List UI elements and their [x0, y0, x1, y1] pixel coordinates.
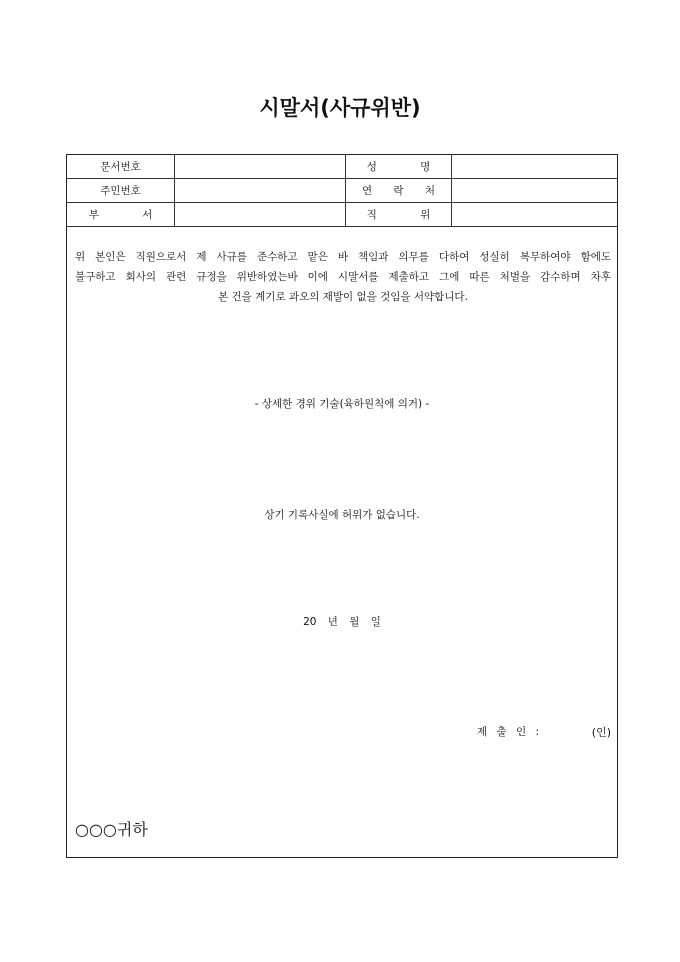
- resident-no-label: 주민번호: [67, 179, 175, 203]
- position-field[interactable]: [452, 203, 618, 227]
- doc-no-field[interactable]: [175, 155, 346, 179]
- position-label: 직 위: [346, 203, 452, 227]
- pledge-paragraph: [75, 247, 611, 307]
- dept-field[interactable]: [175, 203, 346, 227]
- contact-label: 연 락 처: [346, 179, 452, 203]
- recipient-line: ○○○귀하: [75, 820, 148, 839]
- resident-no-field[interactable]: [175, 179, 346, 203]
- pledge-line-3: 본 건을 계기로 과오의 재발이 없을 것임을 서약합니다.: [218, 291, 468, 303]
- submitter-label: 제 출 인 :: [477, 726, 542, 738]
- pledge-line-1: 위 본인은 직원으로서 제 사규를 준수하고 맡은 바 책임과 의무를 다하여 성실히 복무하여야 함에도: [75, 251, 611, 263]
- pledge-line-2: 불구하고 회사의 관련 규정을 위반하였는바 이에 시말서를 제출하고 그에 따른 처벌을 감수하며 차후: [75, 271, 611, 283]
- info-row-3: [67, 203, 617, 227]
- name-label: 성 명: [346, 155, 452, 179]
- statement-form: [66, 154, 618, 858]
- name-field[interactable]: [452, 155, 618, 179]
- doc-no-label: 문서번호: [67, 155, 175, 179]
- contact-field[interactable]: [452, 179, 618, 203]
- info-table: [67, 155, 617, 227]
- date-line: 20 년 월 일: [303, 616, 381, 628]
- dept-label: 부 서: [67, 203, 175, 227]
- confirmation-statement: 상기 기록사실에 허위가 없습니다.: [264, 509, 420, 521]
- seal-mark: (인): [591, 726, 611, 739]
- info-row-2: [67, 179, 617, 203]
- info-row-1: [67, 155, 617, 179]
- document-title: 시말서(사규위반): [259, 96, 421, 120]
- detail-instruction: - 상세한 경위 기술(육하원칙에 의거) -: [254, 398, 430, 410]
